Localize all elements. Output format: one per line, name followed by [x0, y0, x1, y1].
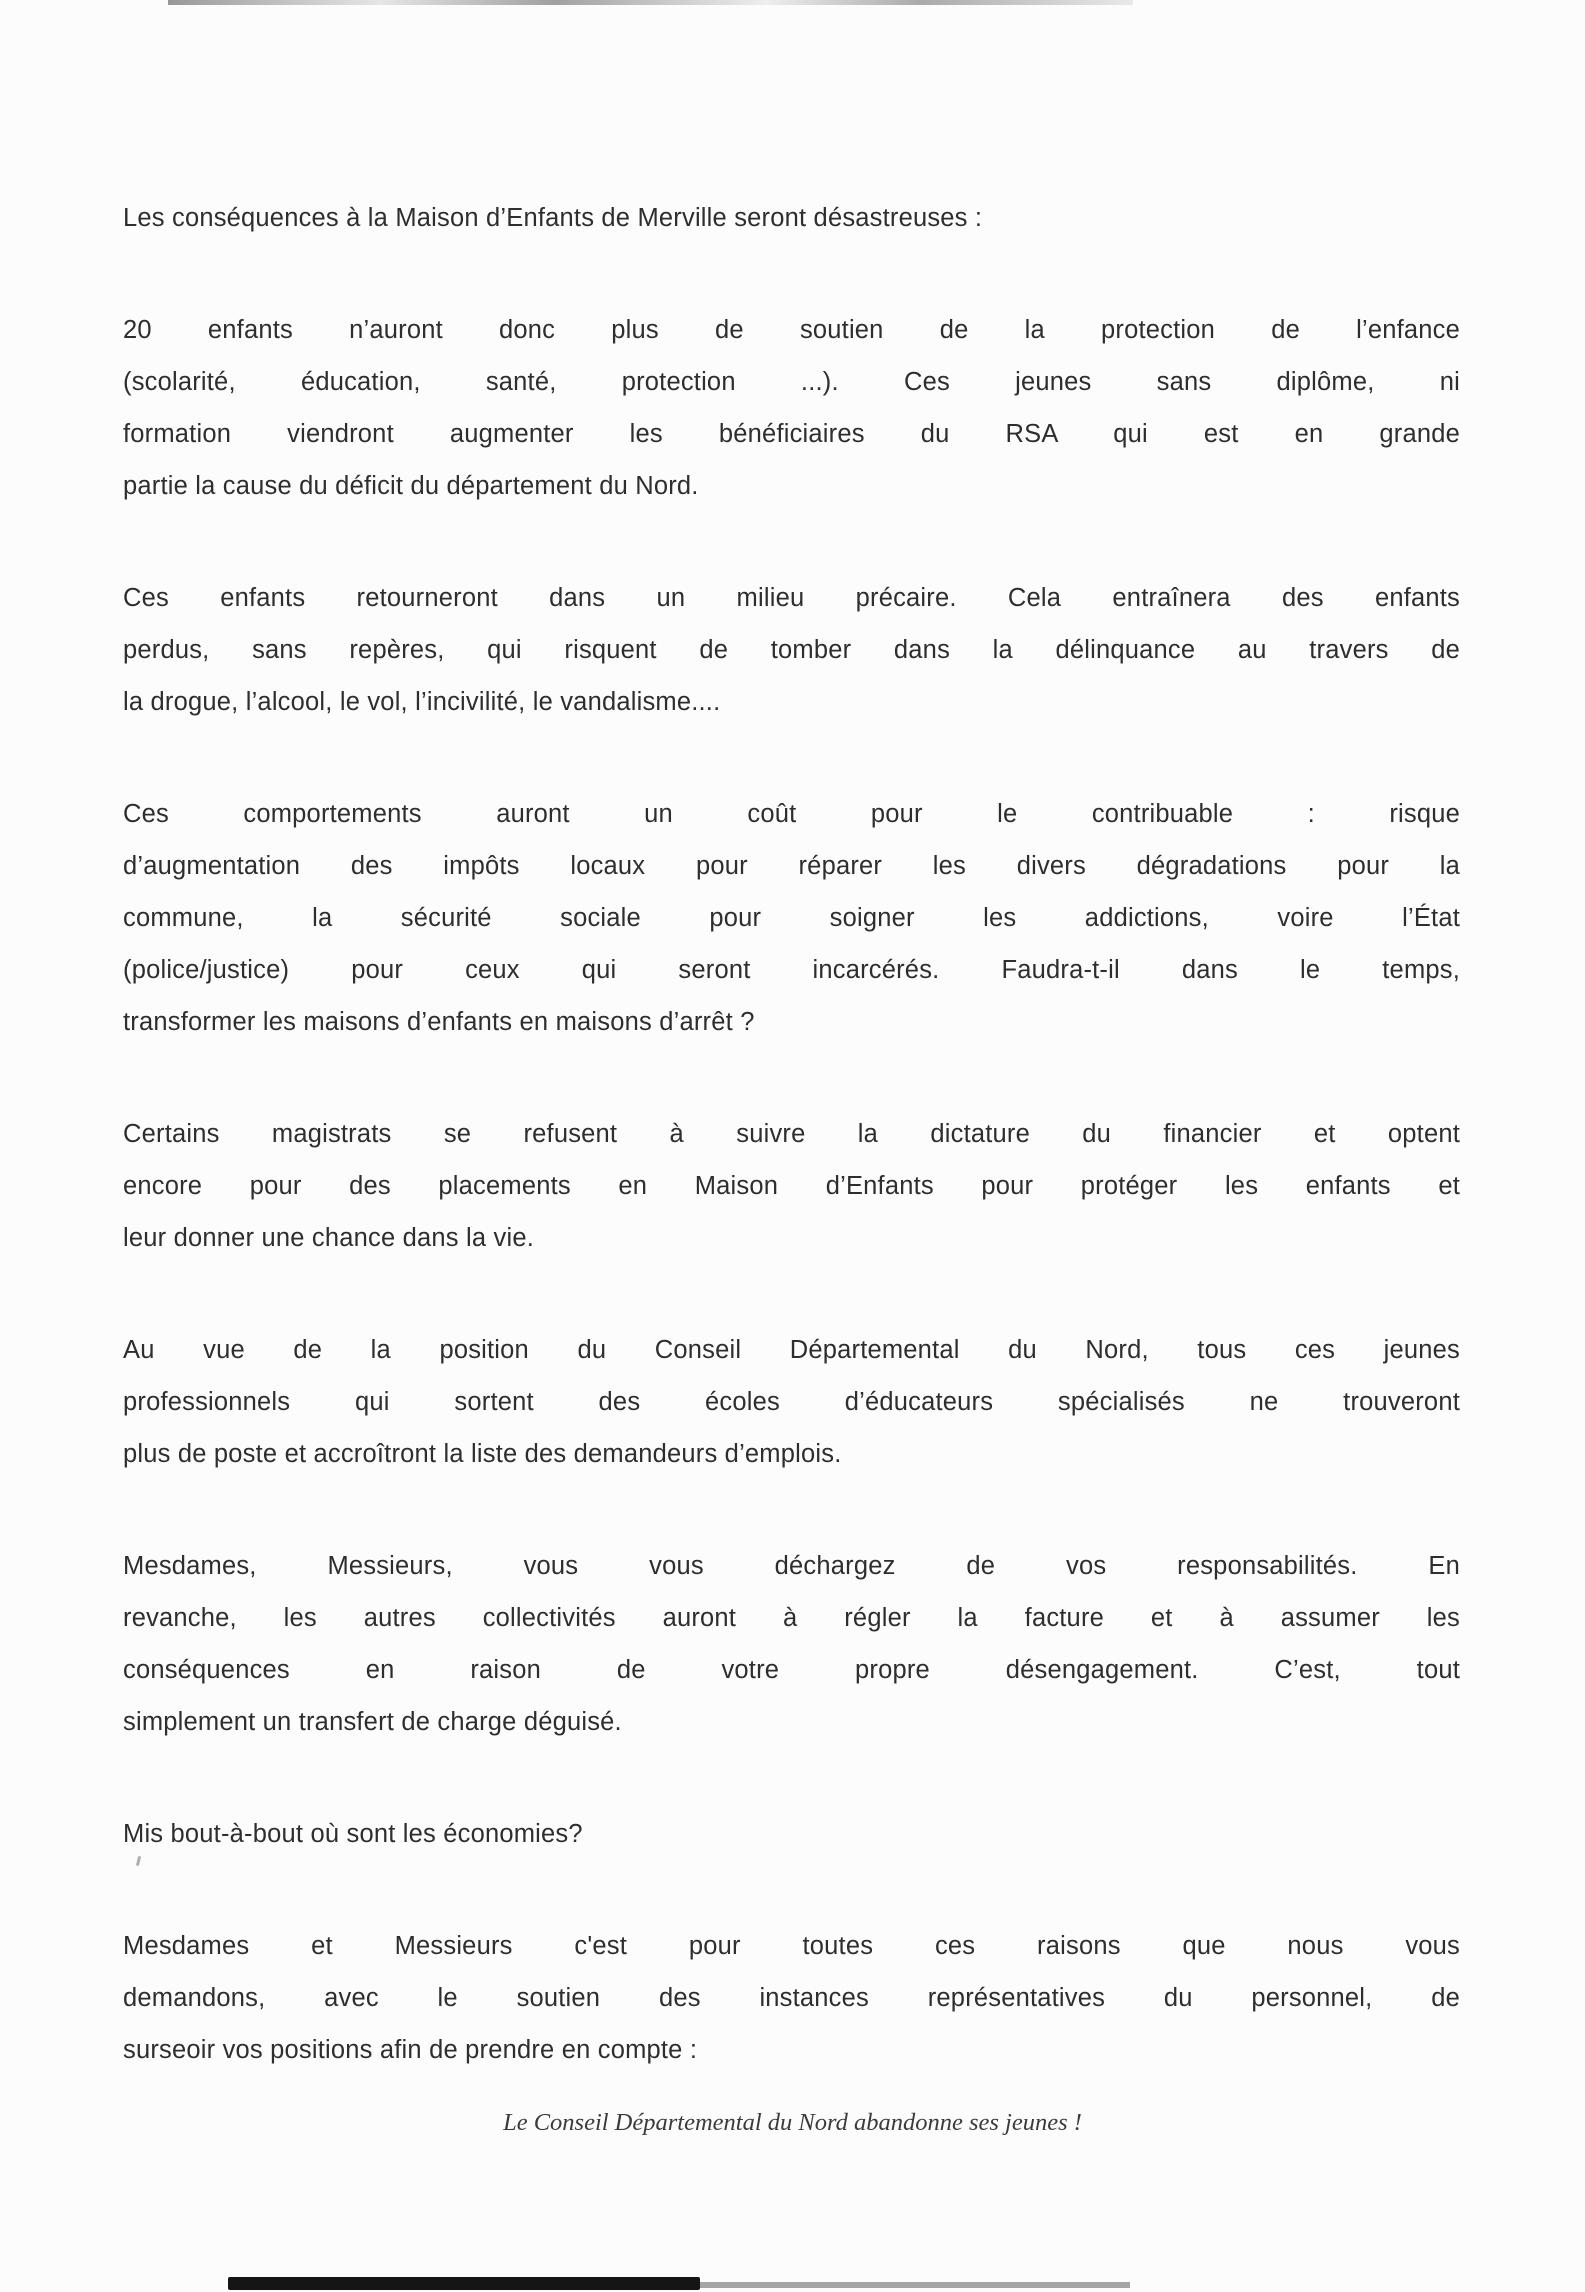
text-line: demandons, avec le soutien des instances représentatives du personnel, de — [123, 1984, 1460, 2012]
text-line: revanche, les autres collectivités auront à régler la facture et à assumer les — [123, 1604, 1460, 1632]
text-line: simplement un transfert de charge déguisé. — [123, 1708, 622, 1736]
text-line: 20 enfants n’auront donc plus de soutien de la protection de l’enfance — [123, 316, 1460, 344]
text-line: leur donner une chance dans la vie. — [123, 1224, 535, 1252]
text-line: Ces enfants retourneront dans un milieu précaire. Cela entraînera des enfants — [123, 584, 1460, 612]
text-line: transformer les maisons d’enfants en maisons d’arrêt ? — [123, 1008, 755, 1036]
text-line: Certains magistrats se refusent à suivre la dictature du financier et optent — [123, 1120, 1460, 1148]
paragraph-9 — [123, 1920, 1460, 2076]
scan-bottom-edge-tail-artifact — [700, 2282, 1130, 2288]
text-line: Mesdames, Messieurs, vous vous déchargez de vos responsabilités. En — [123, 1552, 1460, 1580]
text-line: Au vue de la position du Conseil Départemental du Nord, tous ces jeunes — [123, 1336, 1460, 1364]
document-body — [123, 192, 1460, 2136]
text-line: professionnels qui sortent des écoles d’éducateurs spécialisés ne trouveront — [123, 1388, 1460, 1416]
paragraph-8 — [123, 1808, 1460, 1860]
text-line: Mesdames et Messieurs c'est pour toutes ces raisons que nous vous — [123, 1932, 1460, 1960]
text-line: (scolarité, éducation, santé, protection ...). Ces jeunes sans diplôme, ni — [123, 368, 1460, 396]
text-line: d’augmentation des impôts locaux pour réparer les divers dégradations pour la — [123, 852, 1460, 880]
text-line: surseoir vos positions afin de prendre en compte : — [123, 2036, 698, 2064]
text-line: formation viendront augmenter les bénéficiaires du RSA qui est en grande — [123, 420, 1460, 448]
text-line: encore pour des placements en Maison d’Enfants pour protéger les enfants et — [123, 1172, 1460, 1200]
text-line: Ces comportements auront un coût pour le contribuable : risque — [123, 800, 1460, 828]
scan-bottom-edge-artifact — [228, 2277, 700, 2290]
paragraph-7 — [123, 1540, 1460, 1748]
text-line: partie la cause du déficit du département du Nord. — [123, 472, 699, 500]
text-line: la drogue, l’alcool, le vol, l’incivilité, le vandalisme.... — [123, 688, 721, 716]
paragraph-6 — [123, 1324, 1460, 1480]
paragraph-2 — [123, 304, 1460, 512]
paragraph-5 — [123, 1108, 1460, 1264]
paragraph-1 — [123, 192, 1460, 244]
text-line: (police/justice) pour ceux qui seront incarcérés. Faudra-t-il dans le temps, — [123, 956, 1460, 984]
footer-slogan: Le Conseil Départemental du Nord abandonne ses jeunes ! — [503, 2109, 1082, 2136]
text-line: perdus, sans repères, qui risquent de tomber dans la délinquance au travers de — [123, 636, 1460, 664]
text-line: conséquences en raison de votre propre désengagement. C’est, tout — [123, 1656, 1460, 1684]
text-line: plus de poste et accroîtront la liste des demandeurs d’emplois. — [123, 1440, 842, 1468]
text-line: Les conséquences à la Maison d’Enfants de Merville seront désastreuses : — [123, 204, 983, 232]
text-line: commune, la sécurité sociale pour soigner les addictions, voire l’État — [123, 904, 1460, 932]
paragraph-3 — [123, 572, 1460, 728]
paragraph-4 — [123, 788, 1460, 1048]
scan-top-edge-artifact — [168, 0, 1133, 5]
text-line: Mis bout-à-bout où sont les économies? — [123, 1820, 583, 1848]
